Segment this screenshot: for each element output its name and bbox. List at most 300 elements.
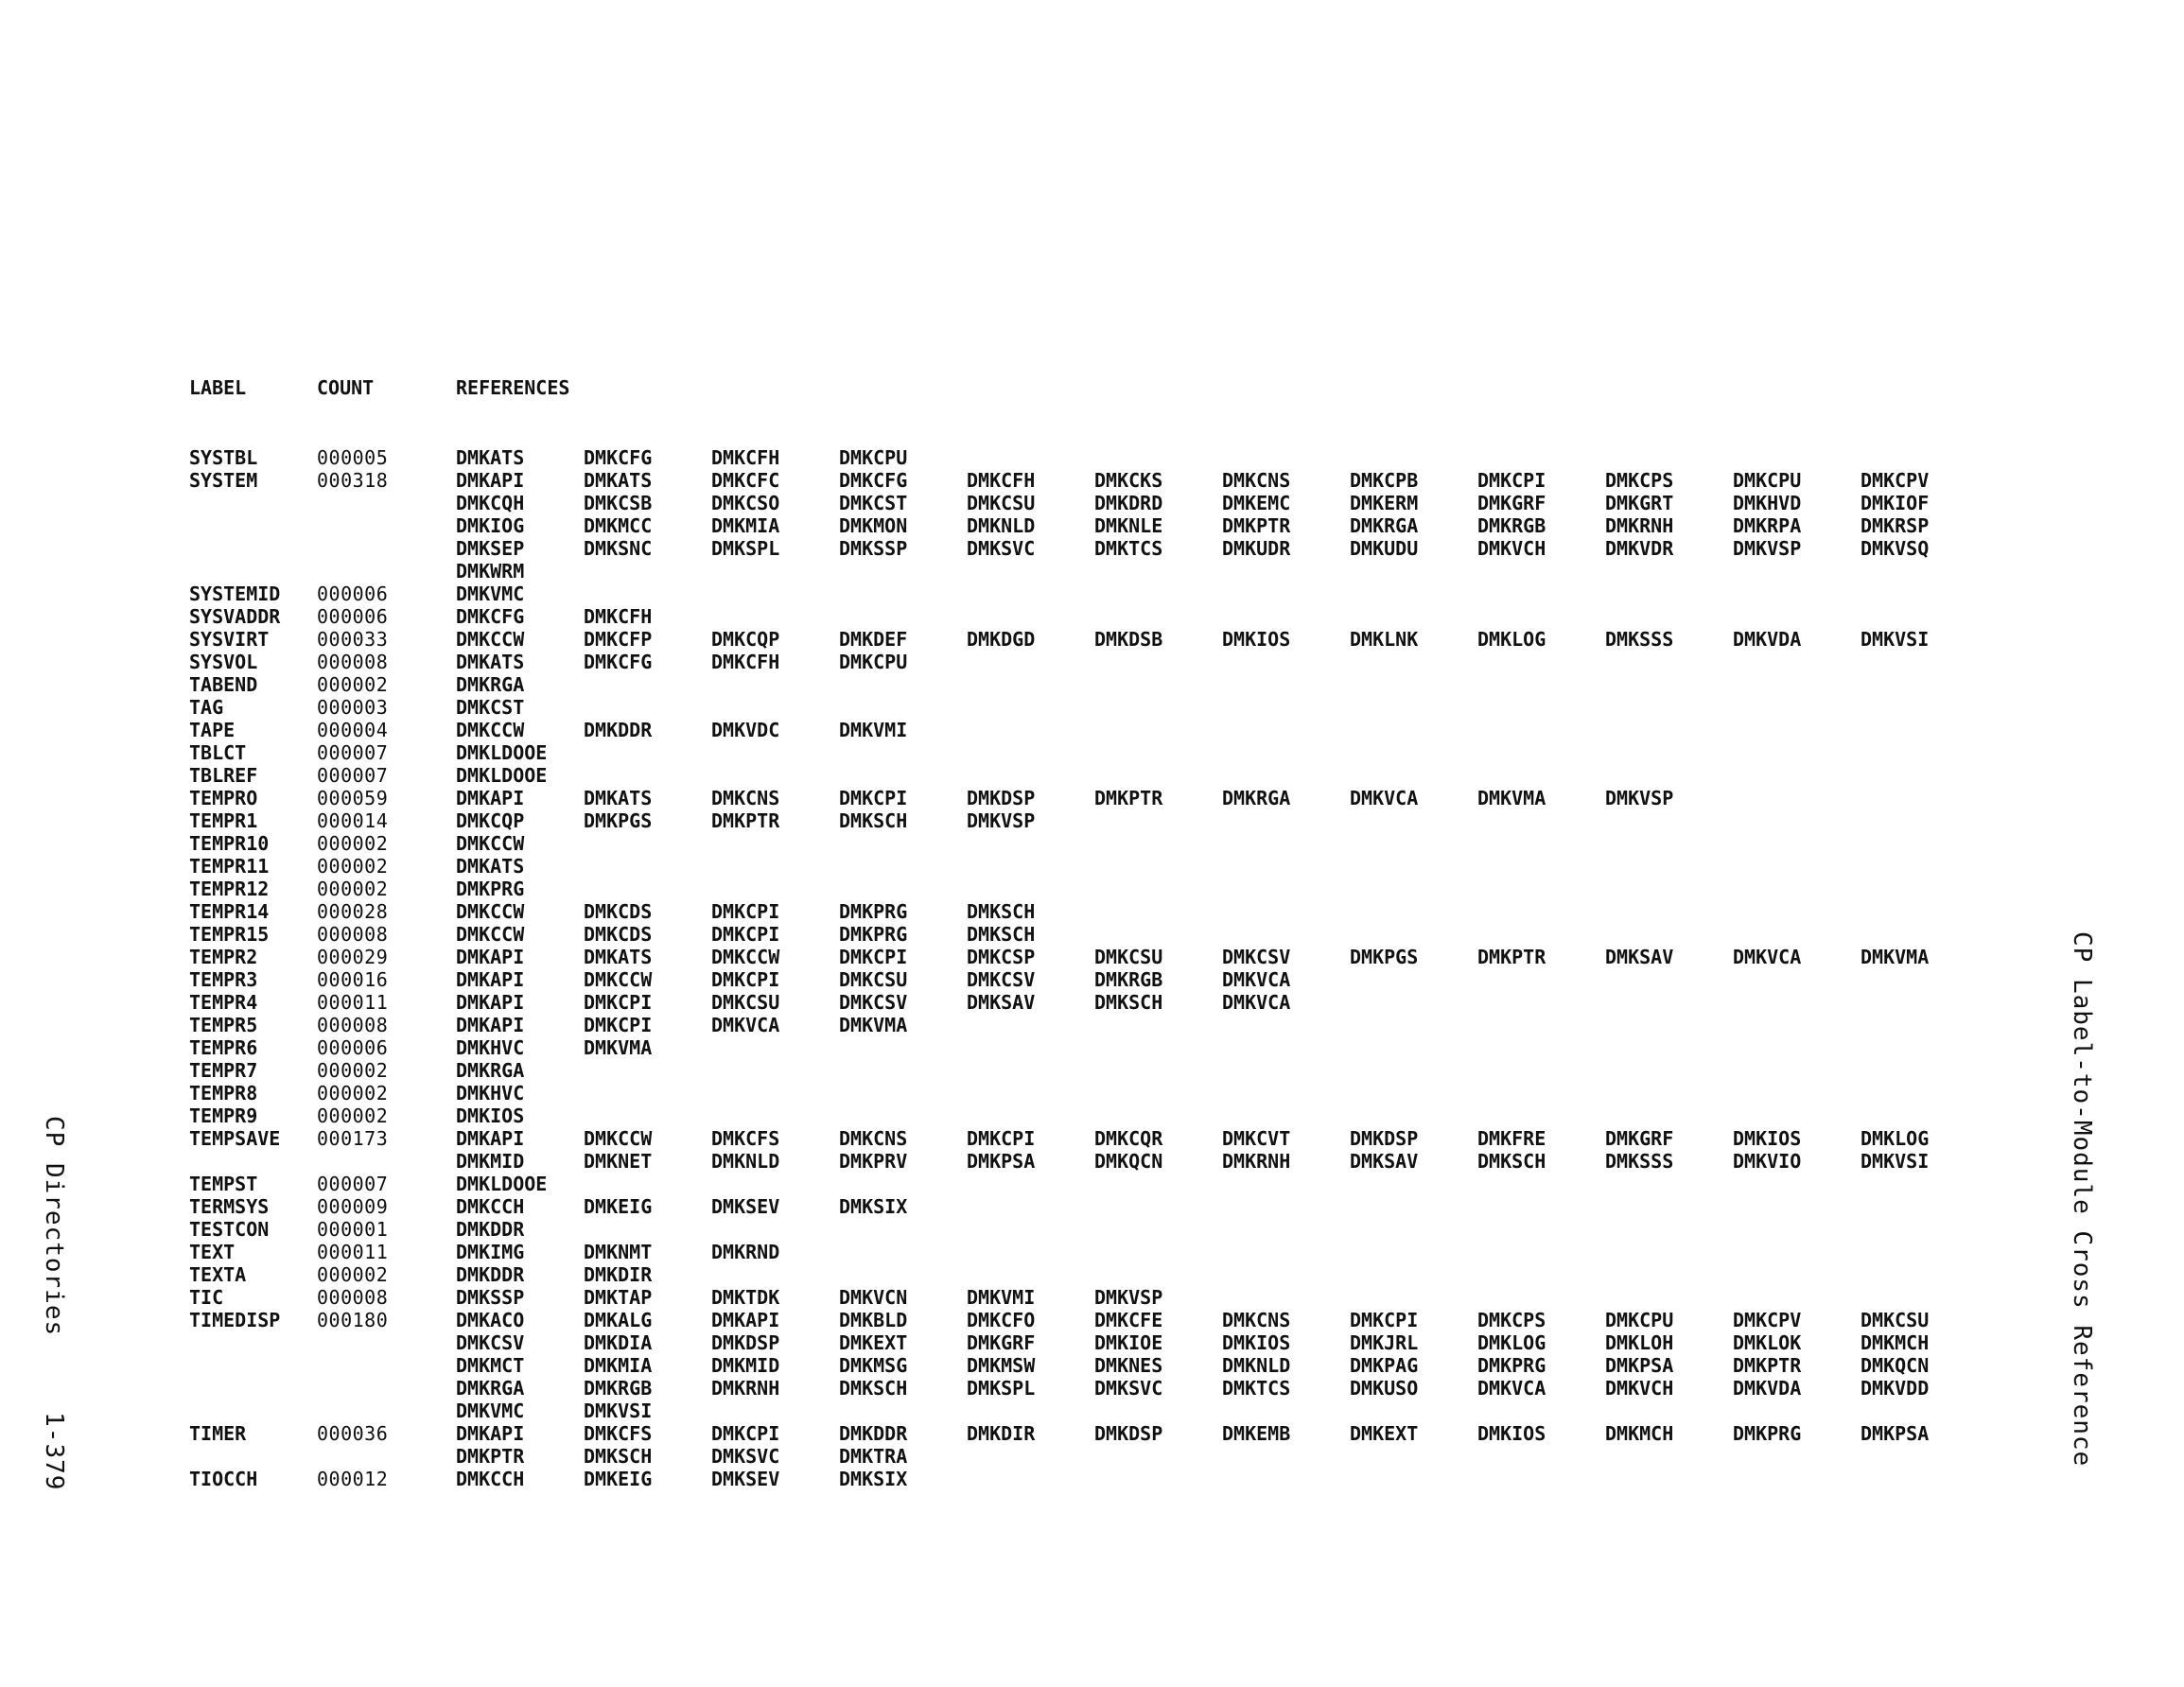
reference-cell: DMKCST [456,696,525,719]
reference-cell: DMKCNS [711,787,780,809]
reference-cell: DMKCPU [1733,469,1802,492]
reference-cell: DMKVCN [839,1286,908,1309]
table-row [189,446,1967,469]
count-cell [317,492,456,514]
table-row [189,1036,1967,1059]
reference-cell: DMKCFG [839,469,908,492]
table-row [189,1354,1967,1377]
reference-cell: DMKSSS [1605,1150,1674,1173]
table-row [189,696,1967,719]
reference-cell: DMKRND [711,1241,780,1263]
reference-cell: DMKCPV [1733,1309,1802,1331]
reference-cell: DMKCNS [839,1127,908,1150]
reference-cell: DMKNLD [967,514,1036,537]
reference-cell: DMKCQP [711,628,780,651]
reference-cell: DMKCSV [1222,946,1291,968]
reference-cell: DMKLOK [1733,1331,1802,1354]
count-cell: 000003 [317,696,389,719]
label-cell: TIMEDISP [189,1309,281,1331]
reference-cell: DMKIOG [456,514,525,537]
label-cell: TEMPR8 [189,1082,258,1104]
reference-cell: DMKCPI [839,787,908,809]
label-cell: TEMPR4 [189,991,258,1014]
reference-cell: DMKDDR [456,1263,525,1286]
label-cell [189,1445,317,1468]
table-row [189,1173,1967,1195]
reference-cell: DMKVCA [1477,1377,1546,1400]
reference-cell: DMKAPI [456,787,525,809]
table-row [189,651,1967,673]
reference-cell: DMKUDU [1350,537,1419,560]
reference-cell: DMKVMA [1477,787,1546,809]
label-cell [189,1331,317,1354]
count-cell: 000008 [317,1014,389,1036]
reference-cell: DMKJRL [1350,1331,1419,1354]
reference-cell: DMKRGA [456,1059,525,1082]
reference-cell: DMKSVC [967,537,1036,560]
reference-cell: DMKSIX [839,1195,908,1218]
reference-cell: DMKSPL [711,537,780,560]
label-cell: TEMPR15 [189,923,270,946]
reference-cell: DMKCCW [456,628,525,651]
reference-cell: DMKDSP [1094,1422,1163,1445]
label-cell: TAPE [189,719,236,741]
reference-cell: DMKVMC [456,1400,525,1422]
reference-cell: DMKMIA [711,514,780,537]
label-cell: TEMPR2 [189,946,258,968]
reference-cell: DMKQCN [1861,1354,1930,1377]
label-cell: TEMPR1 [189,809,258,832]
reference-cell: DMKPTR [1733,1354,1802,1377]
count-cell: 000008 [317,1286,389,1309]
table-row [189,583,1967,605]
reference-cell: DMKAPI [456,1014,525,1036]
reference-cell: DMKCPB [1350,469,1419,492]
reference-cell: DMKCSV [456,1331,525,1354]
reference-cell: DMKCFE [1094,1309,1163,1331]
reference-cell: DMKCCH [456,1195,525,1218]
cross-reference-listing [189,376,1967,1490]
reference-cell: DMKHVC [456,1082,525,1104]
reference-cell: DMKVSP [1605,787,1674,809]
count-cell: 000007 [317,764,389,787]
reference-cell: DMKSEV [711,1468,780,1490]
reference-cell: DMKCPU [1605,1309,1674,1331]
reference-cell: DMKIOF [1861,492,1930,514]
reference-cell: DMKDIR [967,1422,1036,1445]
references-column-header: REFERENCES [456,376,570,399]
reference-cell: DMKUSO [1350,1377,1419,1400]
reference-cell: DMKSSP [839,537,908,560]
reference-cell: DMKSVC [1094,1377,1163,1400]
column-header-row [189,376,1967,399]
reference-cell: DMKSCH [839,1377,908,1400]
label-cell: TABEND [189,673,258,696]
table-row [189,1082,1967,1104]
table-row [189,1422,1967,1445]
reference-cell: DMKCSU [967,492,1036,514]
reference-cell: DMKVMA [839,1014,908,1036]
reference-cell: DMKVCA [711,1014,780,1036]
count-cell: 000318 [317,469,389,492]
reference-cell: DMKSAV [1350,1150,1419,1173]
count-cell: 000002 [317,1082,389,1104]
reference-cell: DMKCPI [1477,469,1546,492]
reference-cell: DMKLNK [1350,628,1419,651]
count-cell [317,1400,456,1422]
table-row [189,1286,1967,1309]
reference-cell: DMKAPI [456,991,525,1014]
reference-cell: DMKCPI [839,946,908,968]
reference-cell: DMKCSB [584,492,653,514]
reference-cell: DMKVSQ [1861,537,1930,560]
reference-cell: DMKLDOOE [456,764,548,787]
reference-cell: DMKCFH [967,469,1036,492]
reference-cell: DMKRGA [1350,514,1419,537]
reference-cell: DMKCCW [584,1127,653,1150]
label-cell: TEMPRO [189,787,258,809]
reference-cell: DMKGRF [967,1331,1036,1354]
label-cell [189,1400,317,1422]
reference-cell: DMKVDA [1733,628,1802,651]
reference-cell: DMKCCH [456,1468,525,1490]
reference-cell: DMKRSP [1861,514,1930,537]
label-cell [189,1354,317,1377]
reference-cell: DMKLDOOE [456,1173,548,1195]
reference-cell: DMKNMT [584,1241,653,1263]
reference-cell: DMKGRT [1605,492,1674,514]
reference-cell: DMKVCH [1477,537,1546,560]
reference-cell: DMKPGS [584,809,653,832]
count-cell [317,1150,456,1173]
label-cell: TEXTA [189,1263,247,1286]
reference-cell: DMKCPI [711,900,780,923]
running-title: CP Label-to-Module Cross Reference [2068,931,2096,1468]
reference-cell: DMKNLD [711,1150,780,1173]
label-cell: TESTCON [189,1218,270,1241]
reference-cell: DMKCSU [1094,946,1163,968]
reference-cell: DMKRPA [1733,514,1802,537]
reference-cell: DMKMCC [584,514,653,537]
count-cell: 000012 [317,1468,389,1490]
reference-cell: DMKRGB [584,1377,653,1400]
count-cell: 000006 [317,605,389,628]
reference-cell: DMKGRF [1605,1127,1674,1150]
reference-cell: DMKATS [456,446,525,469]
label-cell: TEMPR7 [189,1059,258,1082]
label-cell [189,1377,317,1400]
count-cell: 000007 [317,1173,389,1195]
label-cell: TIC [189,1286,224,1309]
reference-cell: DMKSVC [711,1445,780,1468]
table-row [189,855,1967,878]
label-cell: TAG [189,696,224,719]
reference-cell: DMKSNC [584,537,653,560]
reference-cell: DMKCSU [1861,1309,1930,1331]
count-cell: 000006 [317,1036,389,1059]
reference-cell: DMKPRG [1733,1422,1802,1445]
table-row [189,673,1967,696]
table-row [189,764,1967,787]
reference-cell: DMKSCH [1477,1150,1546,1173]
reference-cell: DMKCNS [1222,1309,1291,1331]
reference-cell: DMKLOG [1477,1331,1546,1354]
label-cell: TEMPR3 [189,968,258,991]
reference-cell: DMKVSI [1861,1150,1930,1173]
reference-cell: DMKCCW [584,968,653,991]
table-row [189,787,1967,809]
reference-cell: DMKIMG [456,1241,525,1263]
reference-cell: DMKPTR [456,1445,525,1468]
reference-cell: DMKSEP [456,537,525,560]
reference-cell: DMKVDR [1605,537,1674,560]
reference-cell: DMKCPI [1350,1309,1419,1331]
label-cell: SYSVADDR [189,605,281,628]
reference-cell: DMKSAV [1605,946,1674,968]
reference-cell: DMKCCW [456,719,525,741]
reference-cell: DMKCCW [456,832,525,855]
count-cell [317,537,456,560]
table-row [189,719,1967,741]
reference-cell: DMKSCH [967,900,1036,923]
reference-cell: DMKEXT [1350,1422,1419,1445]
reference-cell: DMKTCS [1094,537,1163,560]
reference-cell: DMKATS [584,946,653,968]
reference-cell: DMKSAV [967,991,1036,1014]
table-row [189,946,1967,968]
reference-cell: DMKVCA [1222,991,1291,1014]
count-cell: 000180 [317,1309,389,1331]
count-column-header: COUNT [317,376,375,399]
count-cell: 000059 [317,787,389,809]
reference-cell: DMKSSS [1605,628,1674,651]
reference-cell: DMKRNH [1605,514,1674,537]
reference-cell: DMKCCW [711,946,780,968]
reference-cell: DMKPRV [839,1150,908,1173]
count-cell: 000014 [317,809,389,832]
reference-cell: DMKPTR [1477,946,1546,968]
reference-cell: DMKPRG [1477,1354,1546,1377]
reference-cell: DMKCPU [839,446,908,469]
reference-cell: DMKPAG [1350,1354,1419,1377]
count-cell: 000002 [317,1059,389,1082]
label-cell [189,1150,317,1173]
count-cell: 000008 [317,651,389,673]
reference-cell: DMKVMA [1861,946,1930,968]
table-row [189,492,1967,514]
table-row [189,628,1967,651]
label-cell: SYSTBL [189,446,258,469]
table-row [189,809,1967,832]
reference-cell: DMKCDS [584,900,653,923]
reference-cell: DMKATS [456,855,525,878]
count-cell: 000016 [317,968,389,991]
table-row [189,741,1967,764]
table-row [189,1331,1967,1354]
table-row [189,1309,1967,1331]
reference-cell: DMKVSP [1733,537,1802,560]
label-cell: TEXT [189,1241,236,1263]
label-cell: TEMPR9 [189,1104,258,1127]
count-cell [317,1377,456,1400]
reference-cell: DMKCPI [584,991,653,1014]
table-row [189,560,1967,583]
reference-cell: DMKVMA [584,1036,653,1059]
count-cell: 000002 [317,1263,389,1286]
reference-cell: DMKPTR [711,809,780,832]
reference-cell: DMKCFS [711,1127,780,1150]
reference-cell: DMKAPI [456,968,525,991]
reference-cell: DMKCSU [711,991,780,1014]
reference-cell: DMKCQP [456,809,525,832]
reference-cell: DMKTRA [839,1445,908,1468]
reference-cell: DMKSCH [1094,991,1163,1014]
reference-cell: DMKMCH [1861,1331,1930,1354]
reference-cell: DMKCPS [1477,1309,1546,1331]
reference-cell: DMKCPV [1861,469,1930,492]
reference-cell: DMKVDA [1733,1377,1802,1400]
label-cell: TEMPR5 [189,1014,258,1036]
reference-cell: DMKDSP [1350,1127,1419,1150]
count-cell: 000028 [317,900,389,923]
reference-cell: DMKERM [1350,492,1419,514]
reference-cell: DMKRNH [711,1377,780,1400]
reference-cell: DMKNLE [1094,514,1163,537]
reference-cell: DMKCPU [839,651,908,673]
count-cell: 000006 [317,583,389,605]
table-row [189,1150,1967,1173]
reference-cell: DMKSIX [839,1468,908,1490]
table-row [189,537,1967,560]
label-cell: SYSVOL [189,651,258,673]
reference-cell: DMKDIA [584,1331,653,1354]
reference-cell: DMKCQH [456,492,525,514]
count-cell [317,1354,456,1377]
label-cell: TERMSYS [189,1195,270,1218]
reference-cell: DMKVCA [1350,787,1419,809]
reference-cell: DMKAPI [456,469,525,492]
reference-cell: DMKAPI [711,1309,780,1331]
label-cell: TIMER [189,1422,247,1445]
reference-cell: DMKTDK [711,1286,780,1309]
reference-cell: DMKMSG [839,1354,908,1377]
reference-cell: DMKIOS [1222,628,1291,651]
reference-cell: DMKCQR [1094,1127,1163,1150]
reference-cell: DMKVDD [1861,1377,1930,1400]
table-row [189,1241,1967,1263]
reference-cell: DMKIOS [1477,1422,1546,1445]
table-row [189,1014,1967,1036]
reference-cell: DMKSPL [967,1377,1036,1400]
reference-cell: DMKCFS [584,1422,653,1445]
reference-cell: DMKMIA [584,1354,653,1377]
reference-cell: DMKCFP [584,628,653,651]
reference-cell: DMKCFG [584,651,653,673]
reference-cell: DMKCPI [711,1422,780,1445]
count-cell [317,1445,456,1468]
count-cell: 000002 [317,1104,389,1127]
reference-cell: DMKRGA [456,673,525,696]
reference-cell: DMKCDS [584,923,653,946]
reference-cell: DMKAPI [456,1127,525,1150]
reference-cell: DMKVCH [1605,1377,1674,1400]
reference-cell: DMKDRD [1094,492,1163,514]
count-cell: 000007 [317,741,389,764]
reference-cell: DMKMON [839,514,908,537]
reference-cell: DMKCCW [456,923,525,946]
count-cell: 000036 [317,1422,389,1445]
reference-cell: DMKCFH [711,651,780,673]
count-cell [317,514,456,537]
table-row [189,469,1967,492]
reference-cell: DMKCCW [456,900,525,923]
reference-cell: DMKPSA [1861,1422,1930,1445]
reference-cell: DMKPGS [1350,946,1419,968]
reference-cell: DMKRGB [1477,514,1546,537]
reference-cell: DMKFRE [1477,1127,1546,1150]
table-row [189,605,1967,628]
reference-cell: DMKRNH [1222,1150,1291,1173]
table-row [189,1195,1967,1218]
label-cell: TEMPR11 [189,855,270,878]
count-cell [317,560,456,583]
reference-cell: DMKCSU [839,968,908,991]
running-title-vertical [2068,931,2096,1467]
reference-cell: DMKCFG [584,446,653,469]
reference-cell: DMKCKS [1094,469,1163,492]
reference-cell: DMKSSP [456,1286,525,1309]
reference-cell: DMKACO [456,1309,525,1331]
reference-cell: DMKDEF [839,628,908,651]
label-cell: TEMPR14 [189,900,270,923]
reference-cell: DMKPTR [1222,514,1291,537]
count-cell: 000004 [317,719,389,741]
count-cell: 000008 [317,923,389,946]
reference-cell: DMKPRG [839,900,908,923]
label-cell: TEMPSAVE [189,1127,281,1150]
reference-cell: DMKEMB [1222,1422,1291,1445]
count-cell: 000001 [317,1218,389,1241]
reference-cell: DMKIOS [1733,1127,1802,1150]
reference-cell: DMKMSW [967,1354,1036,1377]
reference-cell: DMKIOS [1222,1331,1291,1354]
table-row [189,900,1967,923]
table-body [189,446,1967,1490]
reference-cell: DMKCSV [839,991,908,1014]
reference-cell: DMKMID [711,1354,780,1377]
reference-cell: DMKQCN [1094,1150,1163,1173]
count-cell [317,1331,456,1354]
table-row [189,514,1967,537]
reference-cell: DMKCFC [711,469,780,492]
reference-cell: DMKVSP [1094,1286,1163,1309]
page-footer-vertical [40,1116,68,1490]
reference-cell: DMKSCH [839,809,908,832]
reference-cell: DMKLOG [1861,1127,1930,1150]
reference-cell: DMKALG [584,1309,653,1331]
label-cell [189,537,317,560]
reference-cell: DMKCFG [456,605,525,628]
table-row [189,1468,1967,1490]
reference-cell: DMKHVC [456,1036,525,1059]
reference-cell: DMKDSP [967,787,1036,809]
reference-cell: DMKCFH [584,605,653,628]
reference-cell: DMKGRF [1477,492,1546,514]
reference-cell: DMKDDR [839,1422,908,1445]
count-cell: 000002 [317,878,389,900]
reference-cell: DMKPSA [967,1150,1036,1173]
reference-cell: DMKUDR [1222,537,1291,560]
